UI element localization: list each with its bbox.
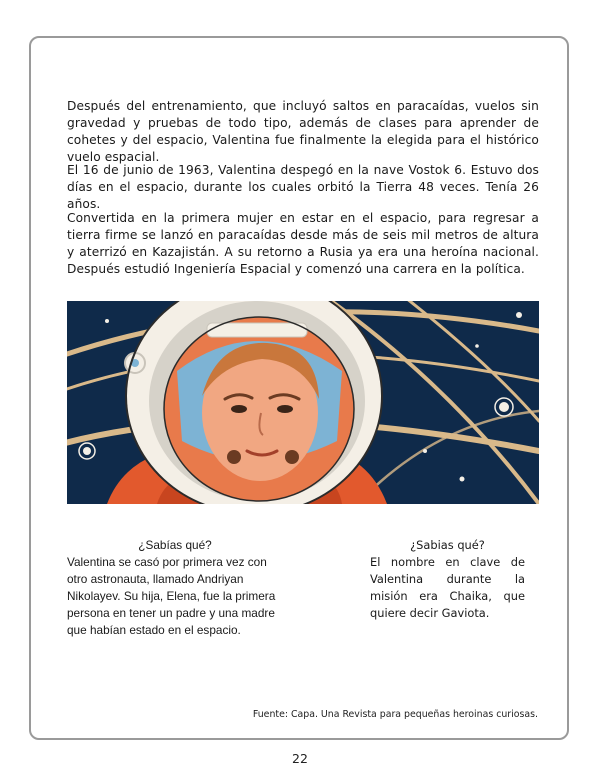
fact-body: Valentina se casó por primera vez con otro astronauta, llamado Andriyan Nikolayev. Su hija, Elena, fue la primera persona en tener un padre y una madre que habían estado en el espacio. — [67, 555, 276, 637]
fact-box-marriage — [67, 537, 283, 639]
paragraph-training: Después del entrenamiento, que incluyó saltos en paracaídas, vuelos sin gravedad y pruebas de todo tipo, además de clases para aprender de cohetes y del espacio, Valentina fue finalmente la elegida para el histórico vuelo espacial. — [67, 99, 539, 164]
fact-body: El nombre en clave de Valentina durante la misión era Chaika, que quiere decir Gaviota. — [370, 555, 525, 620]
paragraph-return: Convertida en la primera mujer en estar en el espacio, para regresar a tierra firme se lanzó en paracaídas desde más de seis mil metros de altura y aterrizó en Kazajistán. A su retorno a Rusia ya era una heroína nacional. Después estudió Ingeniería Espacial y comenzó una carrera en la política. — [67, 211, 539, 276]
cosmonaut-illustration — [67, 301, 539, 504]
page-number: 22 — [292, 751, 308, 766]
fact-title: ¿Sabias qué? — [410, 538, 485, 552]
source-credit: Fuente: Capa. Una Revista para pequeñas heroinas curiosas. — [252, 709, 538, 720]
fact-box-codename — [370, 537, 525, 622]
paragraph-launch: El 16 de junio de 1963, Valentina despegó en la nave Vostok 6. Estuvo dos días en el espacio, durante los cuales orbitó la Tierra 48 veces. Tenía 26 años. — [67, 163, 539, 211]
fact-title: ¿Sabías qué? — [138, 538, 212, 552]
